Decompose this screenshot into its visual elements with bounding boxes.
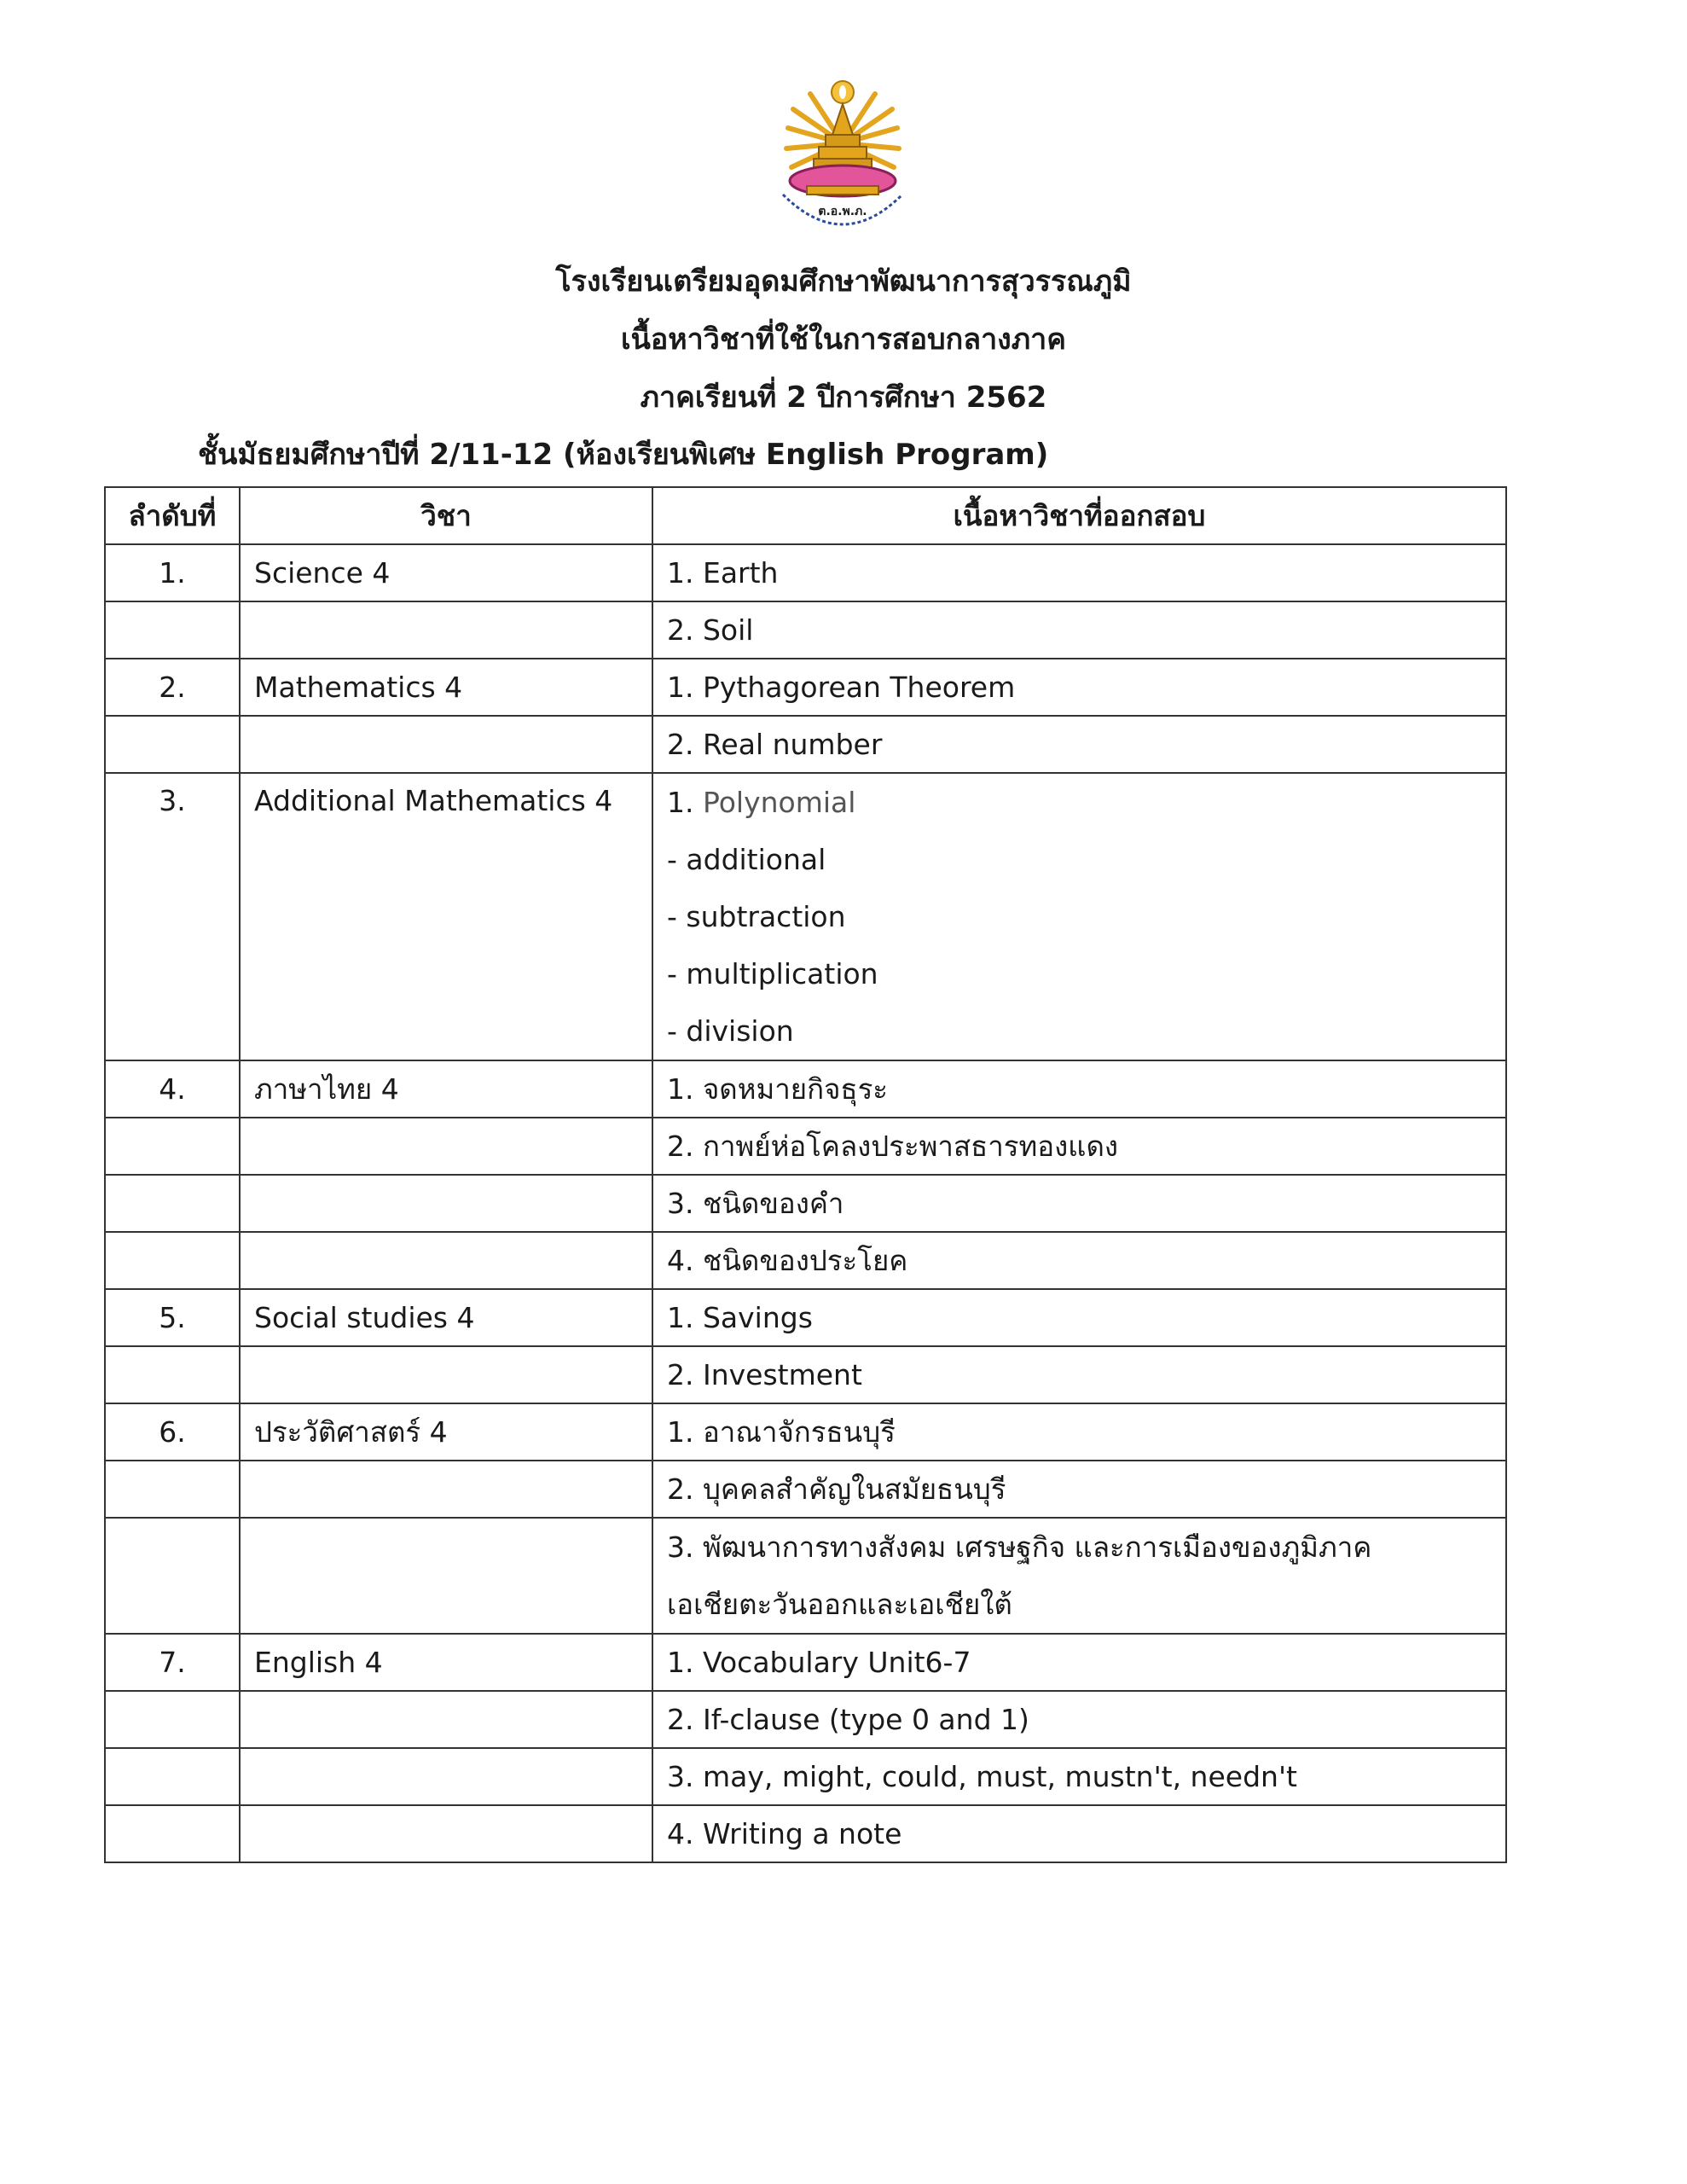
row-subject: English 4 bbox=[240, 1634, 652, 1691]
term-year: ภาคเรียนที่ 2 ปีการศึกษา 2562 bbox=[640, 380, 1047, 415]
row-number bbox=[105, 1691, 240, 1748]
row-subject: ประวัติศาสตร์ 4 bbox=[240, 1403, 652, 1461]
row-content bbox=[652, 1346, 1506, 1403]
content-text: 4. ชนิดของประโยค bbox=[667, 1243, 908, 1277]
row-number bbox=[105, 1518, 240, 1634]
content-line bbox=[667, 1817, 901, 1850]
content-text: 1. bbox=[667, 786, 703, 819]
row-number: 5. bbox=[105, 1289, 240, 1346]
row-content bbox=[652, 1175, 1506, 1232]
table-row bbox=[105, 601, 1506, 659]
class-line: ชั้นมัธยมศึกษาปีที่ 2/11-12 (ห้องเรียนพิเศษ English Program) bbox=[198, 438, 1049, 472]
row-content bbox=[652, 601, 1506, 659]
content-text: 2. If-clause (type 0 and 1) bbox=[667, 1702, 1029, 1736]
content-subline: เอเชียตะวันออกและเอเชียใต้ bbox=[667, 1588, 1012, 1621]
table-row bbox=[105, 1060, 1506, 1118]
row-number bbox=[105, 1461, 240, 1518]
content-line bbox=[667, 1130, 1118, 1163]
header-number: ลำดับที่ bbox=[105, 487, 240, 544]
row-number bbox=[105, 1118, 240, 1175]
row-content bbox=[652, 1403, 1506, 1461]
content-line bbox=[667, 671, 1015, 704]
row-subject bbox=[240, 1175, 652, 1232]
content-line bbox=[667, 1072, 888, 1106]
content-line bbox=[667, 1358, 862, 1391]
content-text: 2. Real number bbox=[667, 727, 883, 761]
content-line bbox=[667, 1519, 1492, 1576]
document-title: เนื้อหาวิชาที่ใช้ในการสอบกลางภาค bbox=[620, 322, 1067, 357]
row-content bbox=[652, 544, 1506, 601]
content-text: 3. ชนิดของคำ bbox=[667, 1186, 844, 1220]
content-text: 1. Pythagorean Theorem bbox=[667, 670, 1016, 704]
content-subline: - division bbox=[667, 1014, 794, 1048]
row-subject: Additional Mathematics 4 bbox=[240, 773, 652, 1060]
header-subject: วิชา bbox=[240, 487, 652, 544]
row-subject bbox=[240, 716, 652, 773]
row-subject bbox=[240, 1748, 652, 1805]
row-number bbox=[105, 716, 240, 773]
content-line bbox=[667, 1301, 813, 1334]
row-subject: Social studies 4 bbox=[240, 1289, 652, 1346]
row-content bbox=[652, 1232, 1506, 1289]
row-number bbox=[105, 1805, 240, 1862]
row-subject bbox=[240, 1461, 652, 1518]
content-text: 2. บุคคลสำคัญในสมัยธนบุรี bbox=[667, 1472, 1006, 1506]
content-line bbox=[667, 1646, 971, 1679]
content-line bbox=[667, 1760, 1297, 1793]
row-number bbox=[105, 1232, 240, 1289]
row-content bbox=[652, 1805, 1506, 1862]
row-subject bbox=[240, 1232, 652, 1289]
row-content bbox=[652, 1691, 1506, 1748]
table-row bbox=[105, 1232, 1506, 1289]
row-number: 6. bbox=[105, 1403, 240, 1461]
row-content bbox=[652, 1634, 1506, 1691]
content-text: 1. Savings bbox=[667, 1300, 813, 1334]
table-row bbox=[105, 1748, 1506, 1805]
row-content bbox=[652, 1748, 1506, 1805]
table-row bbox=[105, 1691, 1506, 1748]
content-line bbox=[667, 1472, 1006, 1506]
row-subject bbox=[240, 601, 652, 659]
table-row bbox=[105, 1175, 1506, 1232]
row-content bbox=[652, 1060, 1506, 1118]
content-line bbox=[667, 1187, 844, 1220]
table-row bbox=[105, 1461, 1506, 1518]
row-content bbox=[652, 773, 1506, 1060]
row-subject: ภาษาไทย 4 bbox=[240, 1060, 652, 1118]
table-row bbox=[105, 659, 1506, 716]
content-text: 2. กาพย์ห่อโคลงประพาสธารทองแดง bbox=[667, 1129, 1118, 1163]
content-text: 3. may, might, could, must, mustn't, needn't bbox=[667, 1759, 1297, 1793]
school-crest-icon bbox=[757, 75, 928, 246]
row-content bbox=[652, 1289, 1506, 1346]
content-subline: - multiplication bbox=[667, 957, 878, 990]
row-subject bbox=[240, 1518, 652, 1634]
svg-text:ต.อ.พ.ภ.: ต.อ.พ.ภ. bbox=[818, 205, 867, 218]
row-number: 1. bbox=[105, 544, 240, 601]
exam-topics-table bbox=[104, 486, 1507, 1863]
row-number: 7. bbox=[105, 1634, 240, 1691]
row-subject bbox=[240, 1346, 652, 1403]
content-line bbox=[667, 1703, 1029, 1736]
content-line bbox=[667, 1415, 896, 1449]
row-number: 4. bbox=[105, 1060, 240, 1118]
content-text: 1. อาณาจักรธนบุรี bbox=[667, 1414, 896, 1449]
table-row bbox=[105, 1805, 1506, 1862]
row-subject bbox=[240, 1118, 652, 1175]
table-row bbox=[105, 1403, 1506, 1461]
table-row bbox=[105, 1634, 1506, 1691]
content-text: 3. พัฒนาการทางสังคม เศรษฐกิจ และการเมืองของภูมิภาค bbox=[667, 1531, 1372, 1564]
content-line bbox=[667, 774, 1492, 831]
content-text: 1. Earth bbox=[667, 555, 779, 590]
content-subline: - subtraction bbox=[667, 900, 846, 933]
content-text: 2. Soil bbox=[667, 613, 754, 647]
row-subject: Science 4 bbox=[240, 544, 652, 601]
row-content bbox=[652, 716, 1506, 773]
content-text: 1. จดหมายกิจธุระ bbox=[667, 1072, 889, 1106]
row-subject bbox=[240, 1691, 652, 1748]
table-row bbox=[105, 544, 1506, 601]
row-content bbox=[652, 1118, 1506, 1175]
header-content: เนื้อหาวิชาที่ออกสอบ bbox=[652, 487, 1506, 544]
row-number bbox=[105, 1748, 240, 1805]
row-content bbox=[652, 1518, 1506, 1634]
table-row bbox=[105, 773, 1506, 1060]
row-subject: Mathematics 4 bbox=[240, 659, 652, 716]
table-row bbox=[105, 1518, 1506, 1634]
row-subject bbox=[240, 1805, 652, 1862]
table-row bbox=[105, 1118, 1506, 1175]
row-content bbox=[652, 659, 1506, 716]
school-name: โรงเรียนเตรียมอุดมศึกษาพัฒนาการสุวรรณภูมิ bbox=[555, 264, 1132, 299]
content-line bbox=[667, 613, 753, 647]
content-text: 1. Vocabulary Unit6-7 bbox=[667, 1645, 971, 1679]
row-number: 2. bbox=[105, 659, 240, 716]
row-number: 3. bbox=[105, 773, 240, 1060]
content-text: 4. Writing a note bbox=[667, 1816, 902, 1850]
table-row bbox=[105, 1346, 1506, 1403]
row-number bbox=[105, 1346, 240, 1403]
content-line bbox=[667, 1244, 907, 1277]
row-number bbox=[105, 601, 240, 659]
content-line bbox=[667, 556, 778, 590]
row-content bbox=[652, 1461, 1506, 1518]
content-line bbox=[667, 728, 882, 761]
table-row bbox=[105, 716, 1506, 773]
content-subline: - additional bbox=[667, 843, 826, 876]
content-text: 2. Investment bbox=[667, 1357, 862, 1391]
row-number bbox=[105, 1175, 240, 1232]
table-row bbox=[105, 1289, 1506, 1346]
table-header-row bbox=[105, 487, 1506, 544]
content-highlight: Polynomial bbox=[702, 786, 856, 819]
